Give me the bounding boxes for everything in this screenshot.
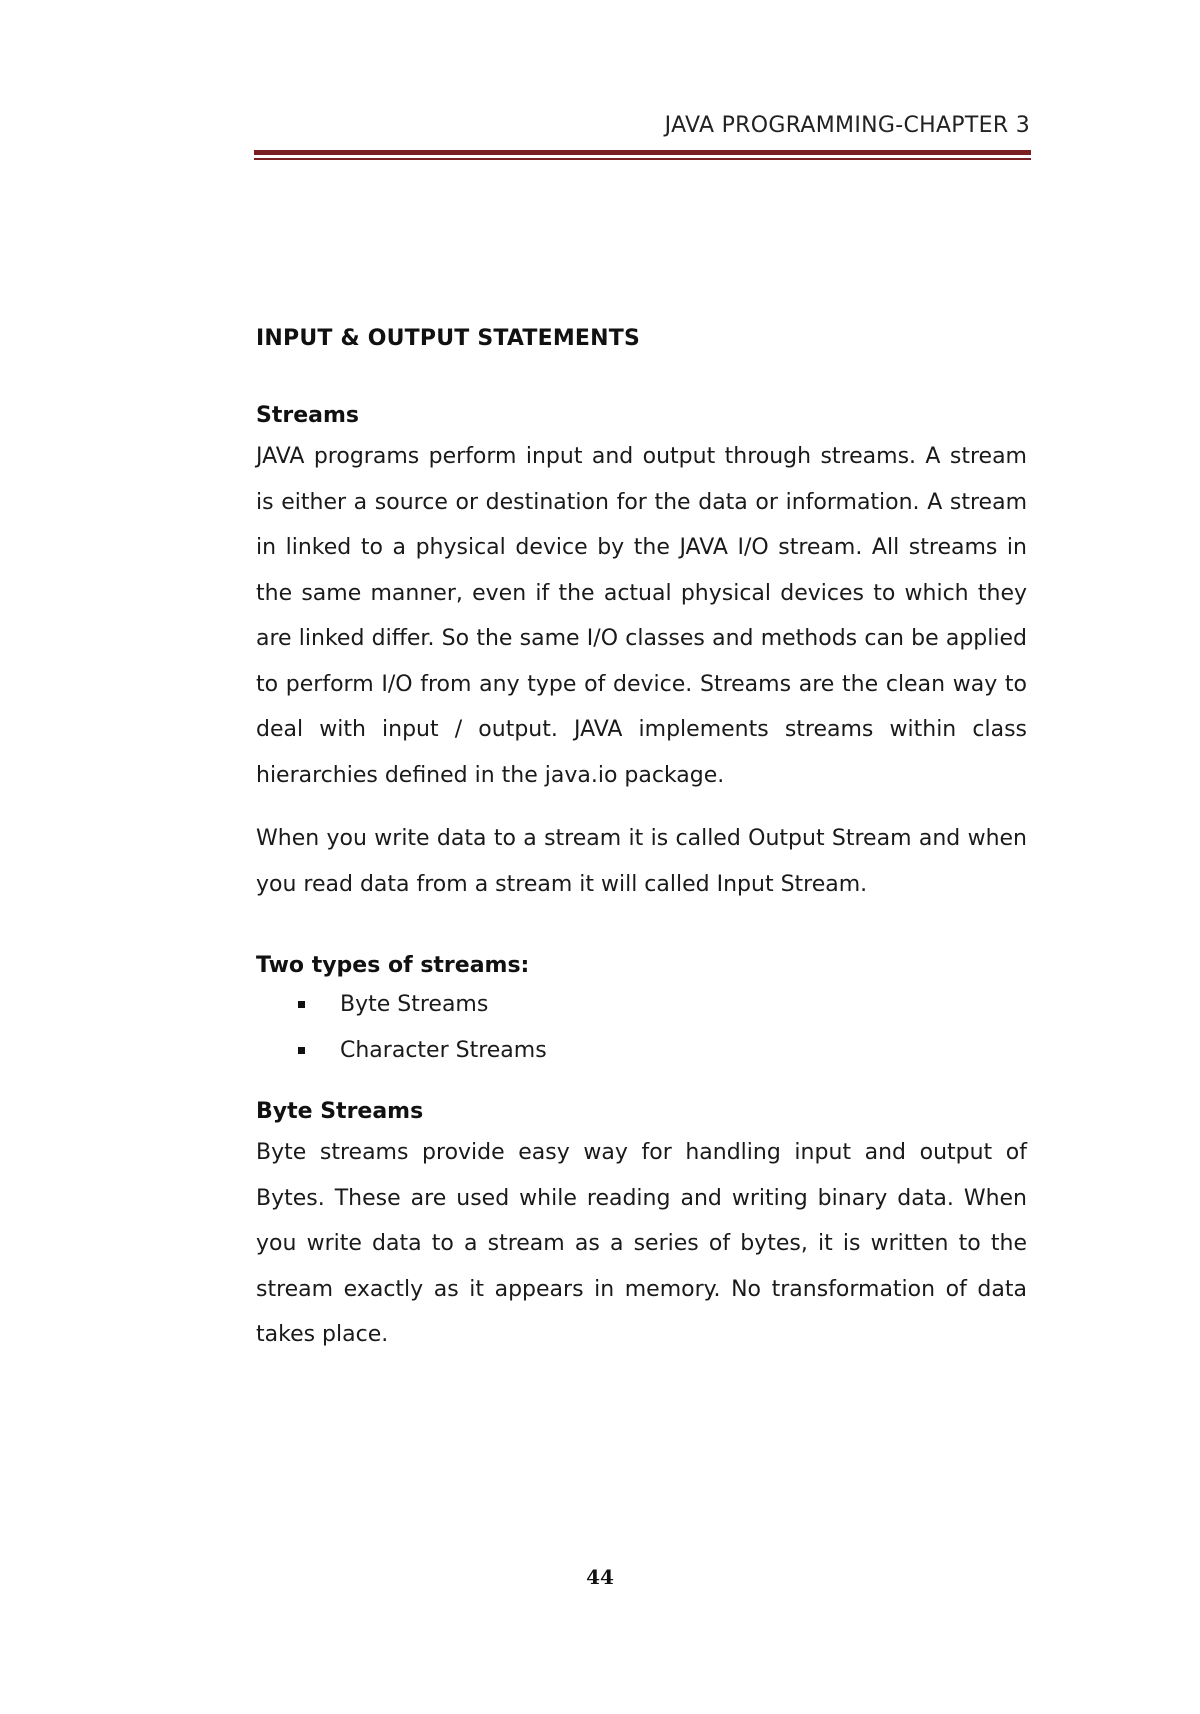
page-content: [256, 326, 1027, 1358]
header-rule-thin: [254, 158, 1031, 160]
list-item-label: Character Streams: [340, 1037, 547, 1063]
byte-streams-heading: Byte Streams: [256, 1099, 424, 1124]
running-header: JAVA PROGRAMMING-CHAPTER 3: [664, 113, 1030, 138]
types-list: [256, 982, 1027, 1073]
streams-paragraph: JAVA programs perform input and output through streams. A stream is either a source or destination for the data or information. A stream in linked to a physical device by the JAVA I/O stream. All streams in the same manner, even if the actual physical devices to which they are linked differ. So the same I/O classes and methods can be applied to perform I/O from any type of device. Streams are the clean way to deal with input / output. JAVA implements streams within class hierarchies defined in the java.io package.: [256, 444, 1027, 788]
streams-heading: Streams: [256, 403, 359, 428]
list-item: [298, 1028, 1027, 1074]
types-heading: Two types of streams:: [256, 953, 530, 978]
list-item-label: Byte Streams: [340, 992, 489, 1017]
section-title: INPUT & OUTPUT STATEMENTS: [256, 326, 641, 351]
list-item: [298, 982, 1027, 1028]
page-number: 44: [586, 1565, 614, 1589]
bullet-square-icon: [298, 1001, 305, 1008]
byte-streams-paragraph: Byte streams provide easy way for handling input and output of Bytes. These are used while reading and writing binary data. When you write data to a stream as a series of bytes, it is written to the stream exactly as it appears in memory. No transformation of data takes place.: [256, 1140, 1027, 1347]
output-input-paragraph: When you write data to a stream it is called Output Stream and when you read data from a stream it will called Input Stream.: [256, 826, 1027, 897]
bullet-square-icon: [298, 1047, 305, 1054]
header-rule-thick: [254, 150, 1031, 155]
